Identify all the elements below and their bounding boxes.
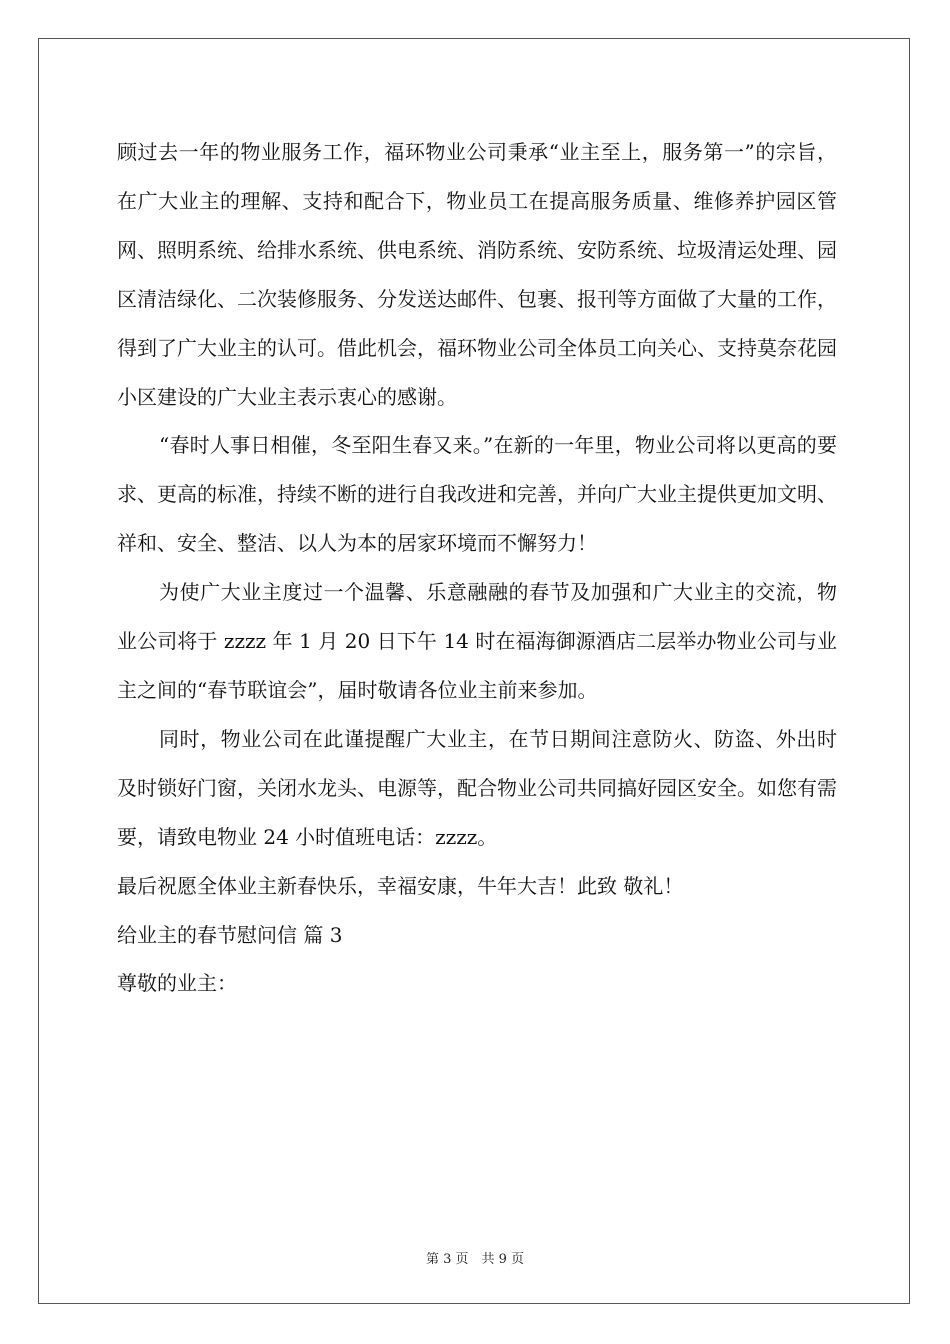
paragraph-closing-wishes: 最后祝愿全体业主新春快乐，幸福安康，牛年大吉！此致 敬礼！: [117, 873, 684, 898]
paragraph-review: 顾过去一年的物业服务工作，福环物业公司秉承“业主至上，服务第一”的宗旨，在广大业主的理解、支持和配合下，物业员工在提高服务质量、维修养护园区管网、照明系统、给排水系统、供电系统、消防系统、安防系统、垃圾清运处理、园区清洁绿化、二次装修服务、分发送达邮件、包裹、报刊等方面做了大量的工作，得到了广大业主的认可。借此机会，福环物业公司全体员工向关心、支持莫奈花园小区建设的广大业主表示衷心的感谢。: [117, 140, 837, 409]
paragraph-safety-reminder: 同时，物业公司在此谨提醒广大业主，在节日期间注意防火、防盗、外出时及时锁好门窗，关闭水龙头、电源等，配合物业公司共同搞好园区安全。如您有需要，请致电物业 24 小时值班电话：zzzz。: [117, 726, 837, 849]
document-body: [117, 128, 837, 1008]
paragraph-gala-invitation: 为使广大业主度过一个温馨、乐意融融的春节及加强和广大业主的交流，物业公司将于 zzzz 年 1 月 20 日下午 14 时在福海御源酒店二层举办物业公司与业主之间的“春节联谊会”，届时敬请各位业主前来参加。: [117, 580, 837, 702]
page-footer: 第 3 页 共 9 页: [425, 1252, 525, 1267]
section-heading: 给业主的春节慰问信 篇 3: [117, 922, 343, 947]
paragraph-new-year-quote: “春时人事日相催，冬至阳生春又来。”在新的一年里，物业公司将以更高的要求、更高的标准，持续不断的进行自我改进和完善，并向广大业主提供更加文明、祥和、安全、整洁、以人为本的居家环境而不懈努力！: [117, 433, 837, 556]
salutation: 尊敬的业主：: [117, 971, 237, 996]
